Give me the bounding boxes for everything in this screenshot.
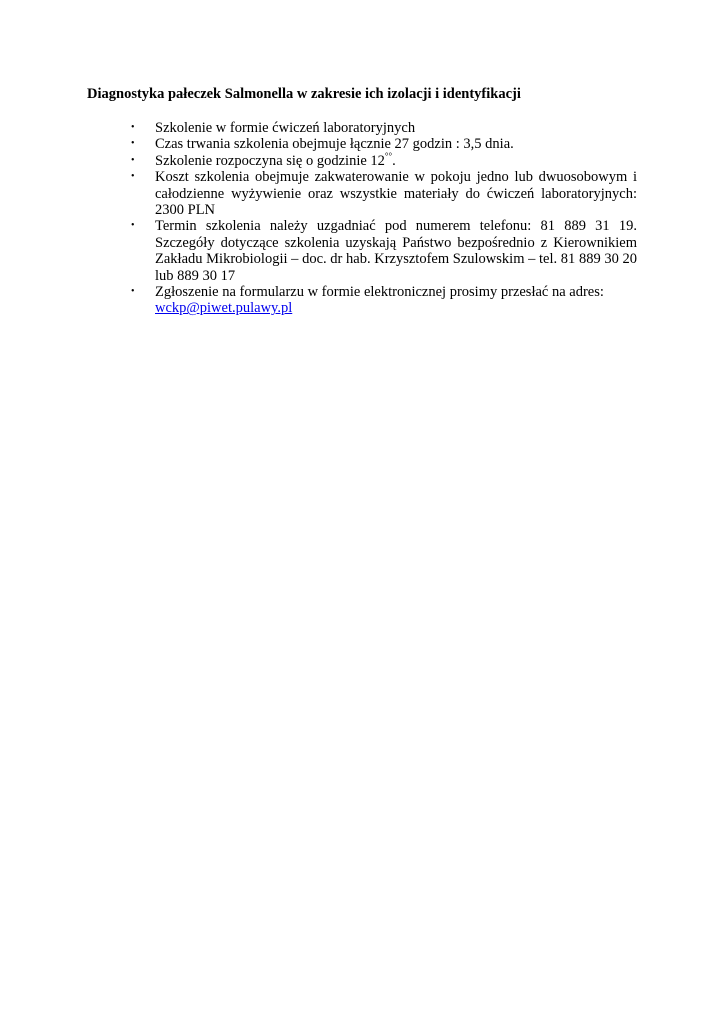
list-item-cost <box>131 169 637 218</box>
bullet-icon: • <box>131 122 135 133</box>
list-item-text: Termin szkolenia należy uzgadniać pod numerem telefonu: 81 889 31 19. Szczegóły dotyczące szkolenia uzyskają Państwo bezpośrednio z Kierownikiem Zakładu Mikrobiologii – doc. dr hab. Krzysztofem Szulowskim – tel. 81 889 30 20 lub 889 30 17 <box>155 218 637 284</box>
start-time-superscript: °° <box>384 150 393 161</box>
list-item-text: Szkolenie w formie ćwiczeń laboratoryjnych <box>155 120 416 136</box>
list-item-contact <box>131 218 637 284</box>
list-item-format <box>131 120 637 136</box>
email-link[interactable]: wckp@piwet.pulawy.pl <box>155 300 293 317</box>
list-item-start-time <box>131 150 637 169</box>
list-item-registration <box>131 284 637 317</box>
list-item-text: Koszt szkolenia obejmuje zakwaterowanie w pokoju jedno lub dwuosobowym i całodzienne wyżywienie oraz wszystkie materiały do ćwiczeń laboratoryjnych: 2300 PLN <box>155 169 637 219</box>
document-title: Diagnostyka pałeczek Salmonella w zakresie ich izolacji i identyfikacji <box>87 86 521 102</box>
bullet-list <box>131 120 637 317</box>
start-time-text: Szkolenie rozpoczyna się o godzinie 12 <box>155 152 385 169</box>
list-item-text <box>155 150 637 169</box>
registration-text: Zgłoszenie na formularzu w formie elektronicznej prosimy przesłać na adres: <box>155 284 604 301</box>
bullet-icon: • <box>131 286 135 298</box>
list-item-text: Czas trwania szkolenia obejmuje łącznie 27 godzin : 3,5 dnia. <box>155 136 514 153</box>
bullet-icon: • <box>131 220 135 232</box>
bullet-icon: • <box>131 171 135 183</box>
start-time-suffix: . <box>392 152 396 169</box>
bullet-icon: • <box>131 138 135 150</box>
bullet-icon: • <box>131 154 135 166</box>
list-item-text <box>155 284 637 317</box>
